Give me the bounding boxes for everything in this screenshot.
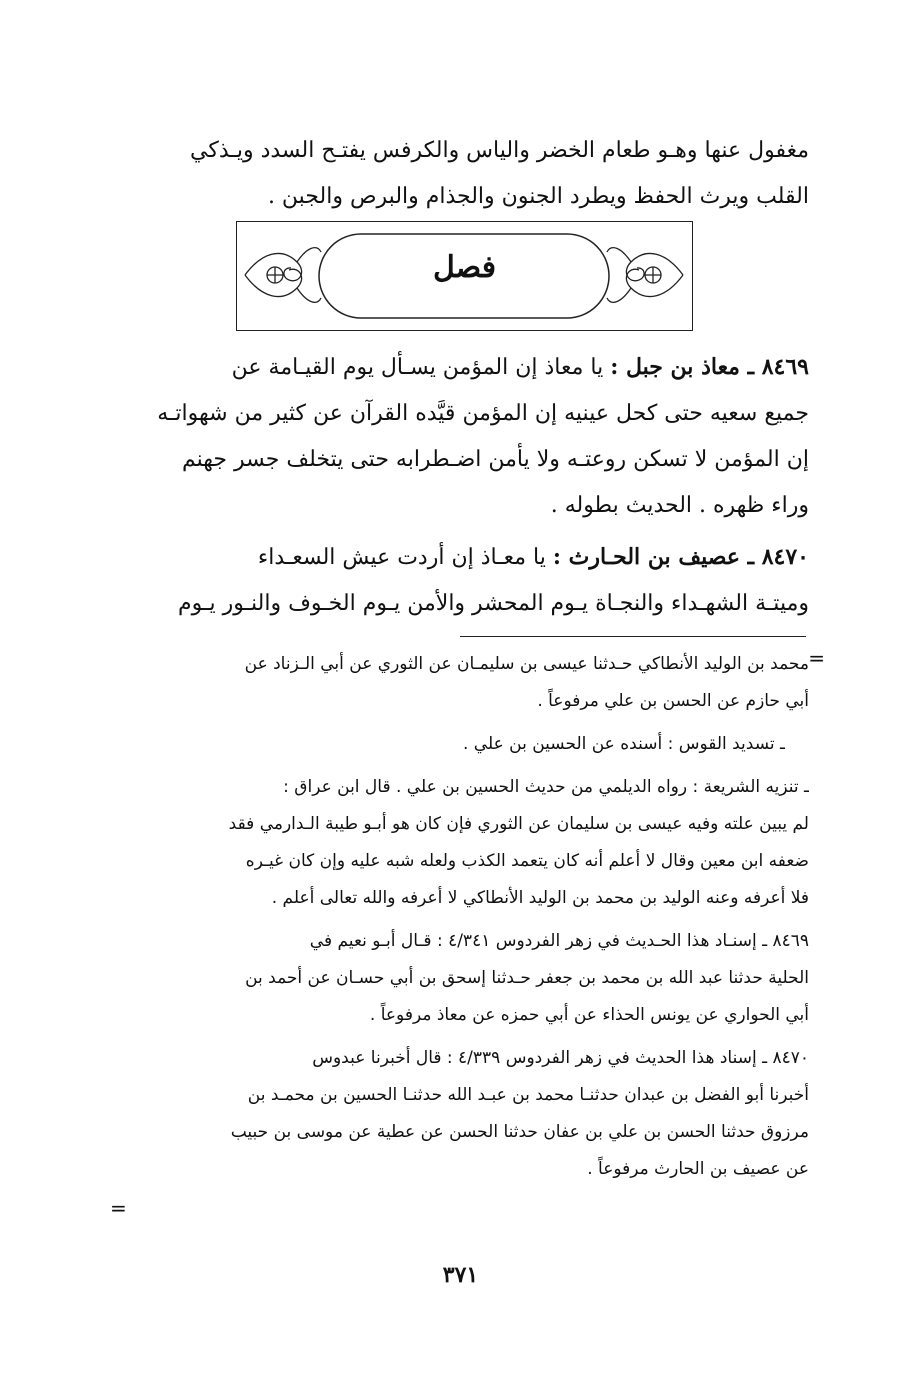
page-number: ٣٧١ xyxy=(442,1262,479,1288)
entry-text: يا معاذ إن المؤمن يسـأل يوم القيـامة عن xyxy=(231,355,611,380)
entry-line: وراء ظهره . الحديث بطوله . xyxy=(550,493,809,518)
footnote-line: لم يبين علته وفيه عيسى بن سليمان عن الثوري فإن كان هو أبـو طيبة الـدارمي فقد xyxy=(228,814,809,834)
footnote-paragraph xyxy=(119,726,809,763)
hadith-entry-8470 xyxy=(119,534,809,627)
entry-number-narrator: ٨٤٧٠ ـ عصيف بن الحـارث : xyxy=(552,544,809,570)
footnote-paragraph xyxy=(119,1040,809,1188)
footnote-line: فلا أعرفه وعنه الوليد بن محمد بن الوليد الأنطاكي لا أعرفه والله تعالى أعلم . xyxy=(271,888,809,908)
entry-first-line xyxy=(119,534,809,581)
footnote-trailing-mark: = xyxy=(110,1196,127,1220)
footnote-paragraph xyxy=(119,769,809,917)
intro-line-2: القلب ويرث الحفظ ويطرد الجنون والجذام والبرص والجبن . xyxy=(267,184,809,209)
section-header-frame xyxy=(236,221,693,331)
footnote-line: الحلية حدثنا عبد الله بن محمد بن جعفر حـدثنا إسحق بن أبي حسـان عن أحمد بن xyxy=(245,968,809,988)
entry-first-line xyxy=(119,344,809,391)
hadith-entry-8469 xyxy=(119,344,809,529)
section-title: فصل xyxy=(432,250,497,285)
footnote-line: ٨٤٦٩ ـ إسنـاد هذا الحـديث في زهر الفردوس ٤/٣٤١ : قـال أبـو نعيم في xyxy=(309,931,809,951)
entry-line: جميع سعيه حتى كحل عينيه إن المؤمن قيَّده القرآن عن كثير من شهواتـه xyxy=(157,401,809,426)
footnote-paragraph xyxy=(119,646,809,720)
footnote-line: ضعفه ابن معين وقال لا أعلم أنه كان يتعمد الكذب ولعله شبه عليه وإن كان غيـره xyxy=(245,851,809,871)
intro-paragraph xyxy=(119,128,809,220)
intro-line-1: مغفول عنها وهـو طعام الخضر والياس والكرفس يفتـح السدد ويـذكي xyxy=(190,138,809,163)
footnote-continuation-mark: = xyxy=(808,646,825,670)
footnotes-block xyxy=(119,646,809,1188)
footnote-line: أبي حازم عن الحسن بن علي مرفوعاً . xyxy=(537,691,809,711)
footnote-line: محمد بن الوليد الأنطاكي حـدثنا عيسى بن سليمـان عن الثوري عن أبي الـزناد عن xyxy=(244,654,809,674)
entry-text: يا معـاذ إن أردت عيش السعـداء xyxy=(257,545,553,570)
entry-number-narrator: ٨٤٦٩ ـ معاذ بن جبل : xyxy=(610,354,809,380)
footnote-line: مرزوق حدثنا الحسن بن علي بن عفان حدثنا الحسن عن عطية عن موسى بن حبيب xyxy=(230,1122,809,1142)
footnote-line: أخبرنا أبو الفضل بن عبدان حدثنـا محمد بن عبـد الله حدثنـا الحسين بن محمـد بن xyxy=(247,1085,809,1105)
entry-line: وميتـة الشهـداء والنجـاة يـوم المحشر والأمن يـوم الخـوف والنـور يـوم xyxy=(178,591,809,616)
footnote-line: ـ تنزيه الشريعة : رواه الديلمي من حديث الحسين بن علي . قال ابن عراق : xyxy=(283,777,809,797)
footnote-separator xyxy=(460,636,806,637)
footnote-paragraph xyxy=(119,923,809,1034)
footnote-line: أبي الحواري عن يونس الحذاء عن أبي حمزه عن معاذ مرفوعاً . xyxy=(369,1005,809,1025)
footnote-line: ـ تسديد القوس : أسنده عن الحسين بن علي . xyxy=(463,734,785,754)
footnote-line: ٨٤٧٠ ـ إسناد هذا الحديث في زهر الفردوس ٤/٣٣٩ : قال أخبرنا عبدوس xyxy=(312,1048,809,1068)
entry-line: إن المؤمن لا تسكن روعتـه ولا يأمن اضـطرابه حتى يتخلف جسر جهنم xyxy=(181,447,809,472)
footnote-line: عن عصيف بن الحارث مرفوعاً . xyxy=(587,1159,809,1179)
